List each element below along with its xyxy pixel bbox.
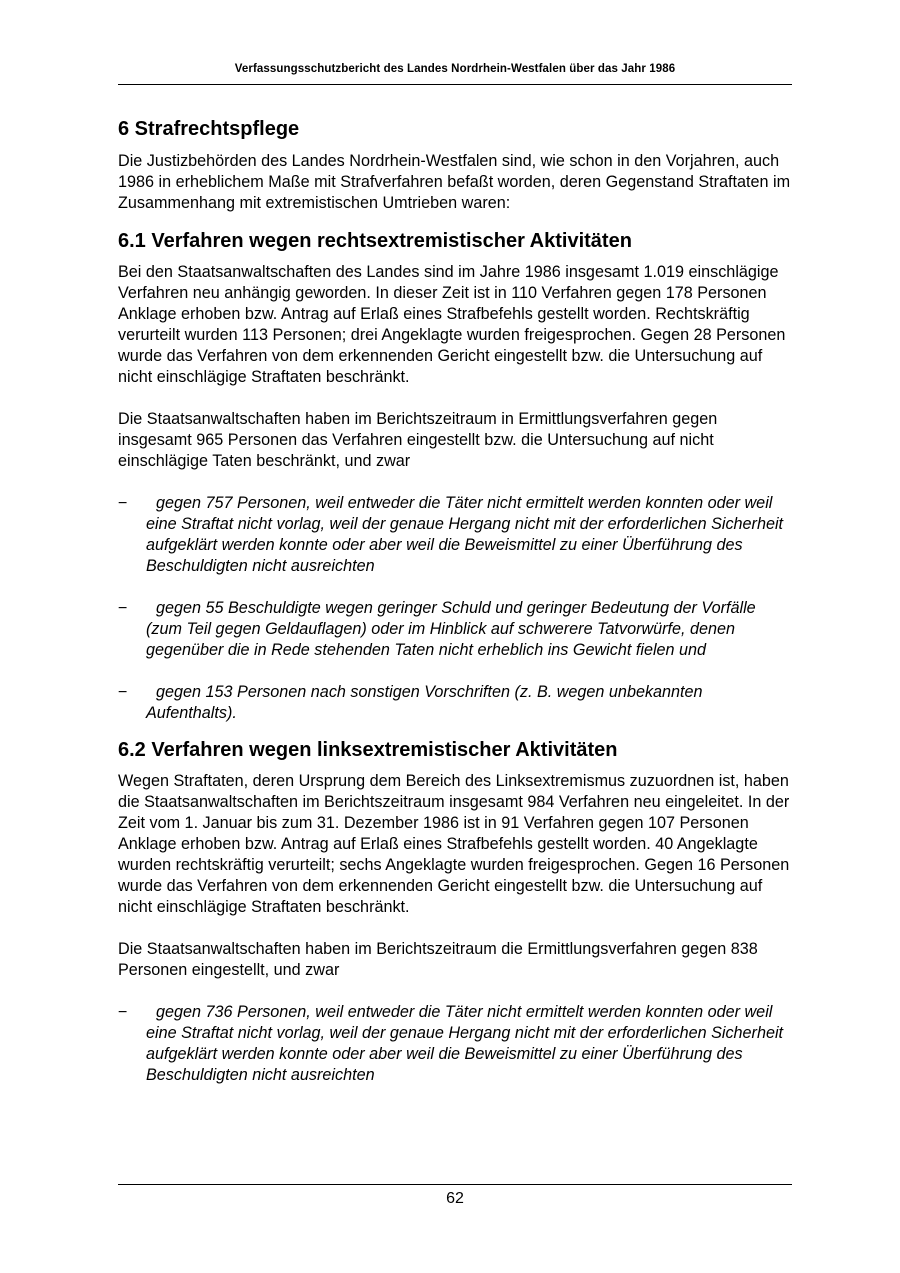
footer-rule — [118, 1184, 792, 1185]
left-extremism-list — [118, 1002, 792, 1086]
list-item-text: gegen 153 Personen nach sonstigen Vorschriften (z. B. wegen unbekannten Aufenthalts). — [146, 683, 703, 722]
right-extremism-list — [118, 493, 792, 724]
running-header: Verfassungsschutzbericht des Landes Nordrhein-Westfalen über das Jahr 1986 — [234, 63, 676, 75]
document-page — [118, 0, 792, 1273]
page-number: 62 — [446, 1190, 464, 1207]
right-extremism-paragraph-1: Bei den Staatsanwaltschaften des Landes sind im Jahre 1986 insgesamt 1.019 einschlägige Verfahren neu anhängig geworden. In dieser Zeit ist in 110 Verfahren gegen 178 Personen Anklage erhoben bzw. Antrag auf Erlaß eines Strafbefehls gestellt worden. Rechtskräftig verurteilt wurden 113 Personen; drei Angeklagte wurden freigesprochen. Gegen 28 Personen wurde das Verfahren von dem erkennenden Gericht eingestellt bzw. die Untersuchung auf nicht einschlägige Straftaten beschränkt. — [118, 263, 786, 386]
section-intro-paragraph: Die Justizbehörden des Landes Nordrhein-Westfalen sind, wie schon in den Vorjahren, auch 1986 in erheblichem Maße mit Strafverfahren befaßt worden, deren Gegenstand Straftaten im Zusammenhang mit extremistischen Umtrieben waren: — [118, 152, 791, 212]
left-extremism-paragraph-2: Die Staatsanwaltschaften haben im Berichtszeitraum die Ermittlungsverfahren gegen 838 Personen eingestellt, und zwar — [118, 940, 758, 979]
header-rule — [118, 84, 792, 85]
left-extremism-paragraph-1: Wegen Straftaten, deren Ursprung dem Bereich des Linksextremismus zuzuordnen ist, haben die Staatsanwaltschaften im Berichtszeitraum insgesamt 984 Verfahren neu eingeleitet. In der Zeit vom 1. Januar bis zum 31. Dezember 1986 ist in 91 Verfahren gegen 107 Personen Anklage erhoben bzw. Antrag auf Erlaß eines Strafbefehls gestellt worden. 40 Angeklagte wurden rechtskräftig verurteilt; sechs Angeklagte wurden freigesprochen. Gegen 16 Personen wurde das Verfahren von dem erkennenden Gericht eingestellt bzw. die Untersuchung auf nicht einschlägige Straftaten beschränkt. — [118, 772, 790, 916]
subsection-heading-right-extremism: 6.1 Verfahren wegen rechtsextremistischer Aktivitäten — [118, 230, 632, 252]
dash-bullet: − — [118, 494, 128, 512]
list-item-text: gegen 55 Beschuldigte wegen geringer Schuld und geringer Bedeutung der Vorfälle (zum Teil gegen Geldauflagen) oder im Hinblick auf schwerere Tatvorwürfe, denen gegenüber die in Rede stehenden Taten nicht erheblich ins Gewicht fielen und — [146, 599, 756, 659]
dash-bullet: − — [118, 683, 128, 701]
list-item — [118, 682, 792, 724]
list-item — [118, 493, 792, 577]
dash-bullet: − — [118, 1003, 128, 1021]
dash-bullet: − — [118, 599, 128, 617]
right-extremism-paragraph-2: Die Staatsanwaltschaften haben im Berichtszeitraum in Ermittlungsverfahren gegen insgesamt 965 Personen das Verfahren eingestellt bzw. die Untersuchung auf nicht einschlägige Taten beschränkt, und zwar — [118, 410, 718, 470]
list-item — [118, 598, 792, 661]
list-item-text: gegen 757 Personen, weil entweder die Täter nicht ermittelt werden konnten oder weil eine Straftat nicht vorlag, weil der genaue Hergang nicht mit der erforderlichen Sicherheit aufgeklärt werden konnte oder aber weil die Beweismittel zu einer Überführung des Beschuldigten nicht ausreichten — [146, 494, 784, 575]
page-content — [118, 116, 792, 1086]
list-item-text: gegen 736 Personen, weil entweder die Täter nicht ermittelt werden konnten oder weil eine Straftat nicht vorlag, weil der genaue Hergang nicht mit der erforderlichen Sicherheit aufgeklärt werden konnte oder aber weil die Beweismittel zu einer Überführung des Beschuldigten nicht ausreichten — [146, 1003, 784, 1084]
section-heading: 6 Strafrechtspflege — [118, 118, 300, 140]
subsection-heading-left-extremism: 6.2 Verfahren wegen linksextremistischer Aktivitäten — [118, 739, 618, 761]
list-item — [118, 1002, 792, 1086]
